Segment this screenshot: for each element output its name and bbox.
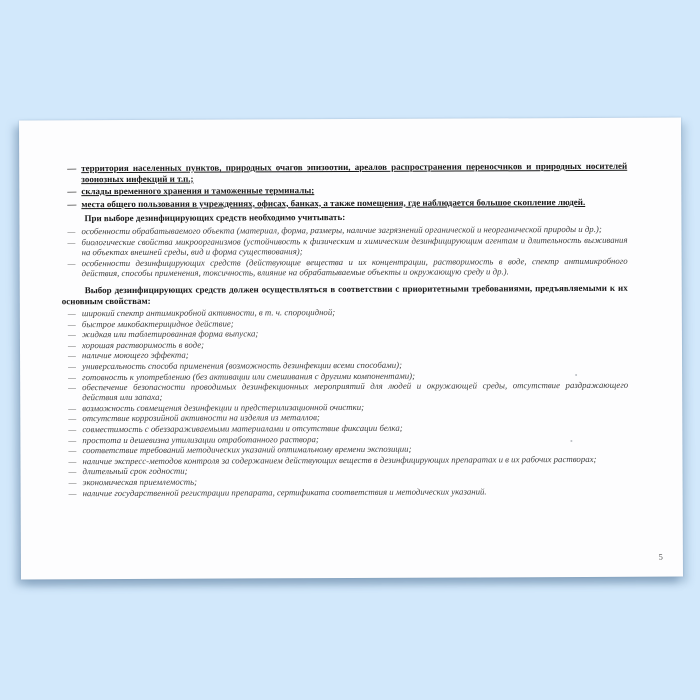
list-item [81, 161, 627, 184]
list-item: — обеспечение безопасности проводимых дезинфекционных мероприятий для людей и окружающей среды, отсутствие раздражающего действия или запаха; [82, 380, 628, 402]
priority-properties-list [62, 306, 629, 498]
list-item: — отсутствие коррозийной активности на изделия из металлов; [82, 411, 628, 423]
selection-criteria-list [61, 224, 627, 278]
page-number: 5 [658, 551, 663, 562]
list-item: — простота и дешевизна утилизации отработанного раствора; [82, 432, 628, 444]
list-item: — универсальность способа применения (возможность дезинфекции всеми способами); [82, 359, 628, 371]
list-item: — совместимость с обеззараживаемыми материалами и отсутствие фиксации белка; [82, 422, 628, 434]
list-item: — длительный срок годности; [83, 464, 629, 476]
scanned-page [19, 118, 683, 580]
list-item: — быстрое микобактерицидное действие; [82, 316, 628, 328]
list-item: — наличие государственной регистрации препарата, сертификата соответствия и методических указаний. [83, 485, 629, 497]
scan-speck [575, 374, 577, 376]
list-item-text: территория населенных пунктов, природных очагов эпизоотии, ареалов распространения переносчиков и природных носителей зоонозных инфекций и т.п.; [81, 160, 628, 184]
underlined-locations-list [61, 161, 627, 209]
list-item-text: склады временного хранения и таможенные терминалы; [81, 185, 315, 197]
choice-requirements-paragraph: Выбор дезинфицирующих средств должен осуществляться в соответствии с приоритетными требованиями, предъявляемыми к их основным свойствам: [61, 282, 628, 306]
list-item: — возможность совмещения дезинфекции и предстерилизационной очистки; [82, 401, 628, 413]
list-item: — наличие моющего эффекта; [82, 348, 628, 360]
list-item: — хорошая растворимость в воде; [82, 338, 628, 350]
list-item: — наличие экспресс-методов контроля за содержанием действующих веществ в дезинфицирующих препаратах и в их рабочих растворах; [82, 454, 628, 466]
list-item [81, 196, 627, 209]
list-item: — широкий спектр антимикробной активности, в т. ч. спороцидной; [82, 306, 628, 318]
list-item-text: места общего пользования в учреждениях, офисах, банках, а также помещения, где наблюдается большое скопление людей. [81, 196, 586, 209]
list-item: — соответствие требований методических указаний оптимальному времени экспозиции; [82, 443, 628, 455]
list-item: — особенности дезинфицирующих средств (действующие вещества и их концентрации, растворимость в воде, спектр антимикробного действия, способы применения, токсичность, влияние на обрабатываемые объекты и окружающую среду и др.). [82, 256, 628, 278]
list-item [81, 184, 627, 197]
scan-speck [570, 440, 572, 442]
list-item: — экономическая приемлемость; [83, 475, 629, 487]
list-item: — жидкая или таблетированная форма выпуска; [82, 327, 628, 339]
list-item: — готовность к употреблению (без активации или смешивания с другими компонентами); [82, 369, 628, 381]
list-item: — биологические свойства микроорганизмов (устойчивость к физическим и химическим дезинфицирующим агентам и длительность выживания на объектах внешней среды, вид и форма существования); [82, 235, 628, 257]
page-content [61, 161, 628, 499]
list-item: — особенности обрабатываемого объекта (материал, форма, размеры, наличие загрязнений органической и неорганической природы и др.); [81, 224, 627, 236]
selection-intro-paragraph: При выборе дезинфицирующих средств необходимо учитывать: [84, 212, 346, 224]
